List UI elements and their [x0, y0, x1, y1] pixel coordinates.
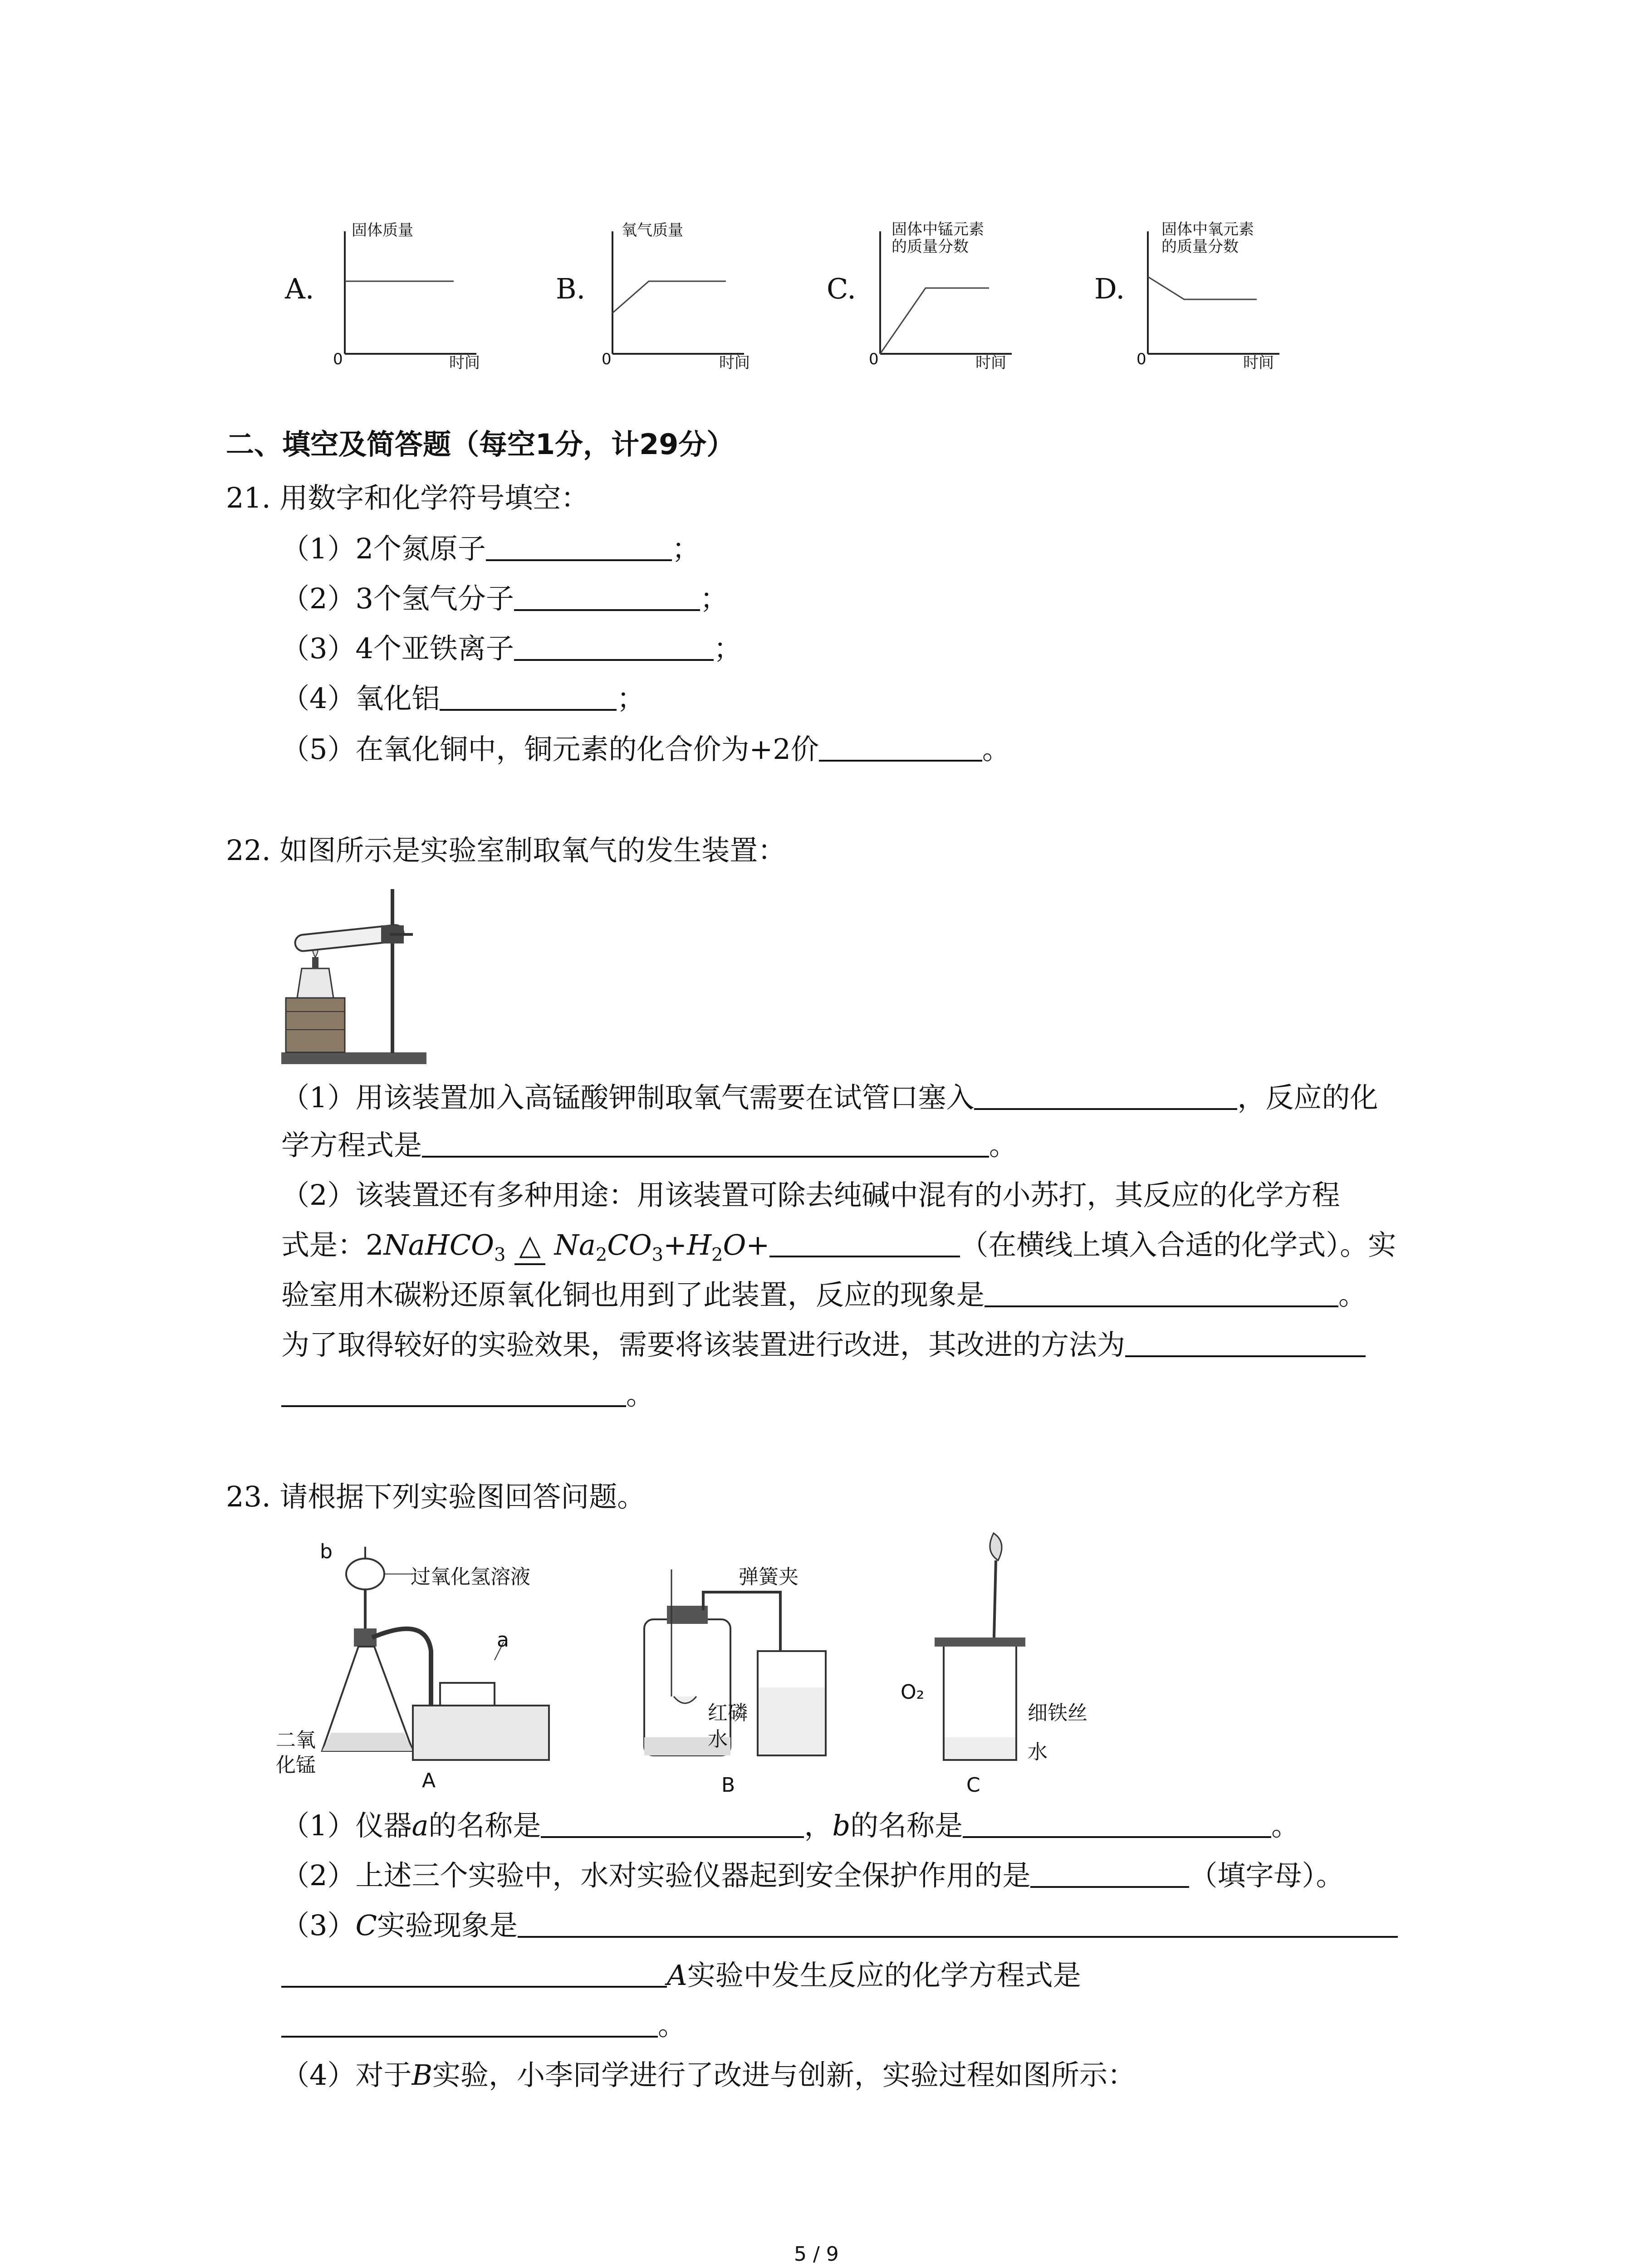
- label-B: B: [721, 1774, 735, 1797]
- graph-letter: D.: [1094, 272, 1125, 305]
- answer-blank[interactable]: [281, 1959, 667, 1988]
- graph-letter: A.: [285, 272, 314, 305]
- answer-blank[interactable]: [974, 1081, 1237, 1110]
- q23-p2: （2）上述三个实验中，水对实验仪器起到安全保护作用的是 （填字母）。: [281, 1859, 1344, 1892]
- answer-blank[interactable]: [985, 1278, 1338, 1307]
- q23-p4: （4）对于B实验，小李同学进行了改进与创新，实验过程如图所示：: [281, 2058, 1136, 2092]
- answer-blank[interactable]: [1125, 1328, 1366, 1357]
- label-a: a: [497, 1628, 509, 1652]
- graph-a-plot: [327, 222, 517, 372]
- graph-ylabel-2: 的质量分数: [892, 238, 969, 256]
- q22-p2-line5: 。: [281, 1377, 654, 1413]
- graph-ylabel: 固体中锰元素: [892, 220, 984, 239]
- label-b: b: [320, 1540, 333, 1563]
- answer-blank[interactable]: [486, 532, 672, 561]
- answer-blank[interactable]: [440, 682, 617, 711]
- label-C: C: [966, 1774, 980, 1797]
- q22-p1-line2: 学方程式是 。: [281, 1129, 1018, 1162]
- label-water: 水: [708, 1728, 728, 1751]
- q23-p1: （1）仪器a的名称是 ，b的名称是 。: [281, 1809, 1300, 1842]
- graph-xlabel: 时间: [1243, 354, 1274, 372]
- q21-item-1: （1）2个氮原子 ；: [281, 532, 700, 565]
- page-number: 5 / 9: [794, 2243, 839, 2266]
- label-redp: 红磷: [708, 1701, 748, 1725]
- label-mno2-2: 化锰: [276, 1754, 316, 1777]
- q21-item-5: （5）在氧化铜中，铜元素的化合价为+2价 。: [281, 733, 1010, 766]
- q22-p2-line1: （2）该装置还有多种用途：用该装置可除去纯碱中混有的小苏打，其反应的化学方程: [281, 1178, 1340, 1212]
- q21-stem: 21. 用数字和化学符号填空：: [226, 481, 589, 514]
- graph-xlabel: 时间: [975, 354, 1006, 372]
- apparatus-heating-figure: [277, 875, 440, 1070]
- answer-blank[interactable]: [541, 1809, 804, 1838]
- graph-origin: 0: [869, 350, 879, 368]
- graph-xlabel: 时间: [449, 354, 480, 372]
- q22-p2-line4: 为了取得较好的实验效果，需要将该装置进行改进，其改进的方法为: [281, 1327, 1366, 1363]
- section-title: 二、填空及简答题（每空1分，计29分）: [226, 428, 735, 461]
- q22-stem: 22. 如图所示是实验室制取氧气的发生装置：: [226, 834, 786, 867]
- q23-stem: 23. 请根据下列实验图回答问题。: [226, 1480, 646, 1513]
- answer-blank[interactable]: [281, 2009, 658, 2038]
- graph-origin: 0: [333, 350, 343, 368]
- graph-origin: 0: [602, 350, 612, 368]
- label-o2: O₂: [901, 1681, 925, 1704]
- graph-letter: B.: [556, 272, 586, 305]
- answer-blank[interactable]: [422, 1129, 989, 1158]
- label-wire: 细铁丝: [1028, 1701, 1087, 1725]
- q21-item-3: （3）4个亚铁离子 ；: [281, 632, 742, 665]
- label-clip: 弹簧夹: [739, 1565, 798, 1589]
- answer-blank[interactable]: [1030, 1859, 1189, 1888]
- q22-p2-line3: 验室用木碳粉还原氧化铜也用到了此装置，反应的现象是 。: [281, 1278, 1367, 1311]
- heating-condition: △: [514, 1227, 545, 1265]
- label-water-c: 水: [1028, 1740, 1048, 1764]
- graph-xlabel: 时间: [719, 354, 750, 372]
- answer-blank[interactable]: [281, 1378, 626, 1407]
- apparatus-b-figure: [635, 1560, 848, 1774]
- answer-blank[interactable]: [769, 1228, 960, 1257]
- graph-ylabel-2: 的质量分数: [1161, 238, 1239, 256]
- graph-ylabel: 固体质量: [352, 221, 413, 240]
- graph-ylabel: 氧气质量: [622, 221, 683, 240]
- q23-p3-line2: A实验中发生反应的化学方程式是: [281, 1957, 1081, 1994]
- answer-blank[interactable]: [518, 1909, 1398, 1938]
- graph-b-plot: [594, 222, 785, 372]
- answer-blank[interactable]: [819, 733, 982, 762]
- q22-p1-line1: （1）用该装置加入高锰酸钾制取氧气需要在试管口塞入 ，反应的化: [281, 1081, 1378, 1114]
- q23-p3-line3: 。: [281, 2007, 686, 2043]
- label-h2o2: 过氧化氢溶液: [411, 1565, 530, 1589]
- q22-p2-line2: 式是：2NaHCO$_3$ △ $Na_2CO_3+H_2O+$ （在横线上填入合适的化学式）。实: [281, 1227, 1396, 1273]
- answer-blank[interactable]: [514, 632, 714, 661]
- graph-ylabel: 固体中氧元素: [1161, 220, 1254, 239]
- label-A: A: [422, 1769, 436, 1792]
- answer-blank[interactable]: [963, 1809, 1271, 1838]
- q23-p3-line1: （3）C实验现象是: [281, 1907, 1398, 1944]
- label-mno2: 二氧: [276, 1729, 316, 1752]
- q21-item-4: （4）氧化铝 ；: [281, 682, 645, 715]
- graph-letter: C.: [827, 272, 856, 305]
- answer-blank[interactable]: [514, 582, 700, 611]
- graph-origin: 0: [1136, 350, 1146, 368]
- q21-item-2: （2）3个氢气分子 ；: [281, 582, 728, 615]
